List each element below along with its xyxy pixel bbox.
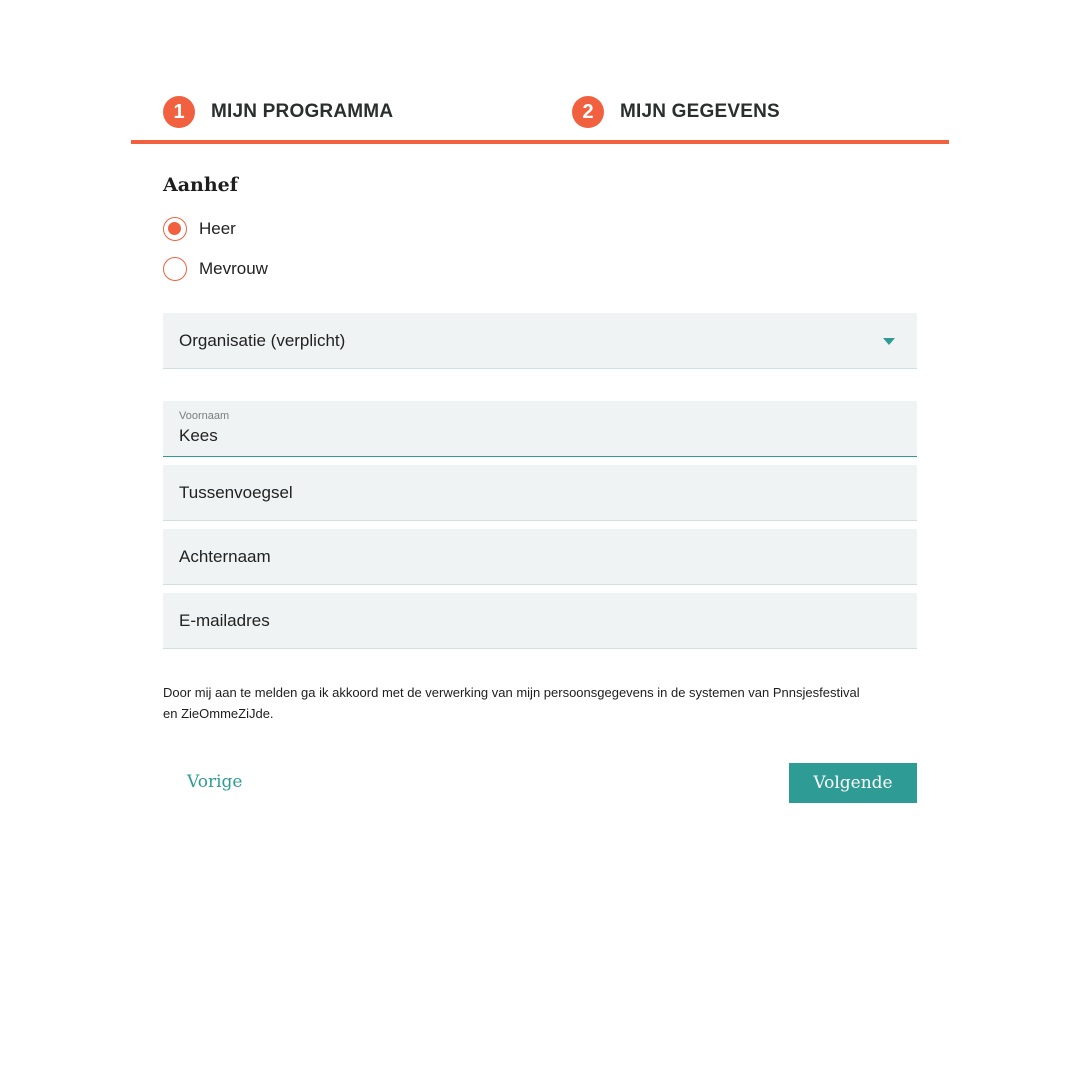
step-mijn-gegevens[interactable] [572,95,780,129]
select-placeholder: Organisatie (verplicht) [179,331,346,350]
first-name-value[interactable]: Kees [179,426,218,445]
last-name-field[interactable] [163,529,917,585]
step-progress [131,95,949,144]
step-number-badge: 2 [572,96,604,128]
step-mijn-programma[interactable] [163,95,393,129]
step-label: MIJN PROGRAMMA [211,101,394,122]
email-field[interactable] [163,593,917,649]
radio-checked-icon[interactable] [163,217,187,241]
chevron-down-icon [883,338,895,345]
first-name-field[interactable] [163,401,917,457]
consent-text: Door mij aan te melden ga ik akkoord met de verwerking van mijn persoonsgegevens in de systemen van Pnnsjesfestival en ZieOmmeZiJde. [163,685,860,721]
radio-heer[interactable] [163,217,236,241]
middle-name-field[interactable] [163,465,917,521]
salutation-heading: Aanhef [163,174,238,196]
step-label: MIJN GEGEVENS [620,101,780,122]
email-placeholder: E-mailadres [179,611,270,630]
organisation-select[interactable] [163,313,917,369]
next-button[interactable]: Volgende [789,763,917,803]
middle-name-placeholder: Tussenvoegsel [179,483,293,502]
previous-button[interactable]: Vorige [187,772,243,792]
radio-label: Mevrouw [199,259,268,278]
radio-unchecked-icon[interactable] [163,257,187,281]
radio-mevrouw[interactable] [163,257,268,281]
last-name-placeholder: Achternaam [179,547,271,566]
radio-label: Heer [199,219,236,238]
first-name-label: Voornaam [179,410,230,422]
step-number-badge: 1 [163,96,195,128]
